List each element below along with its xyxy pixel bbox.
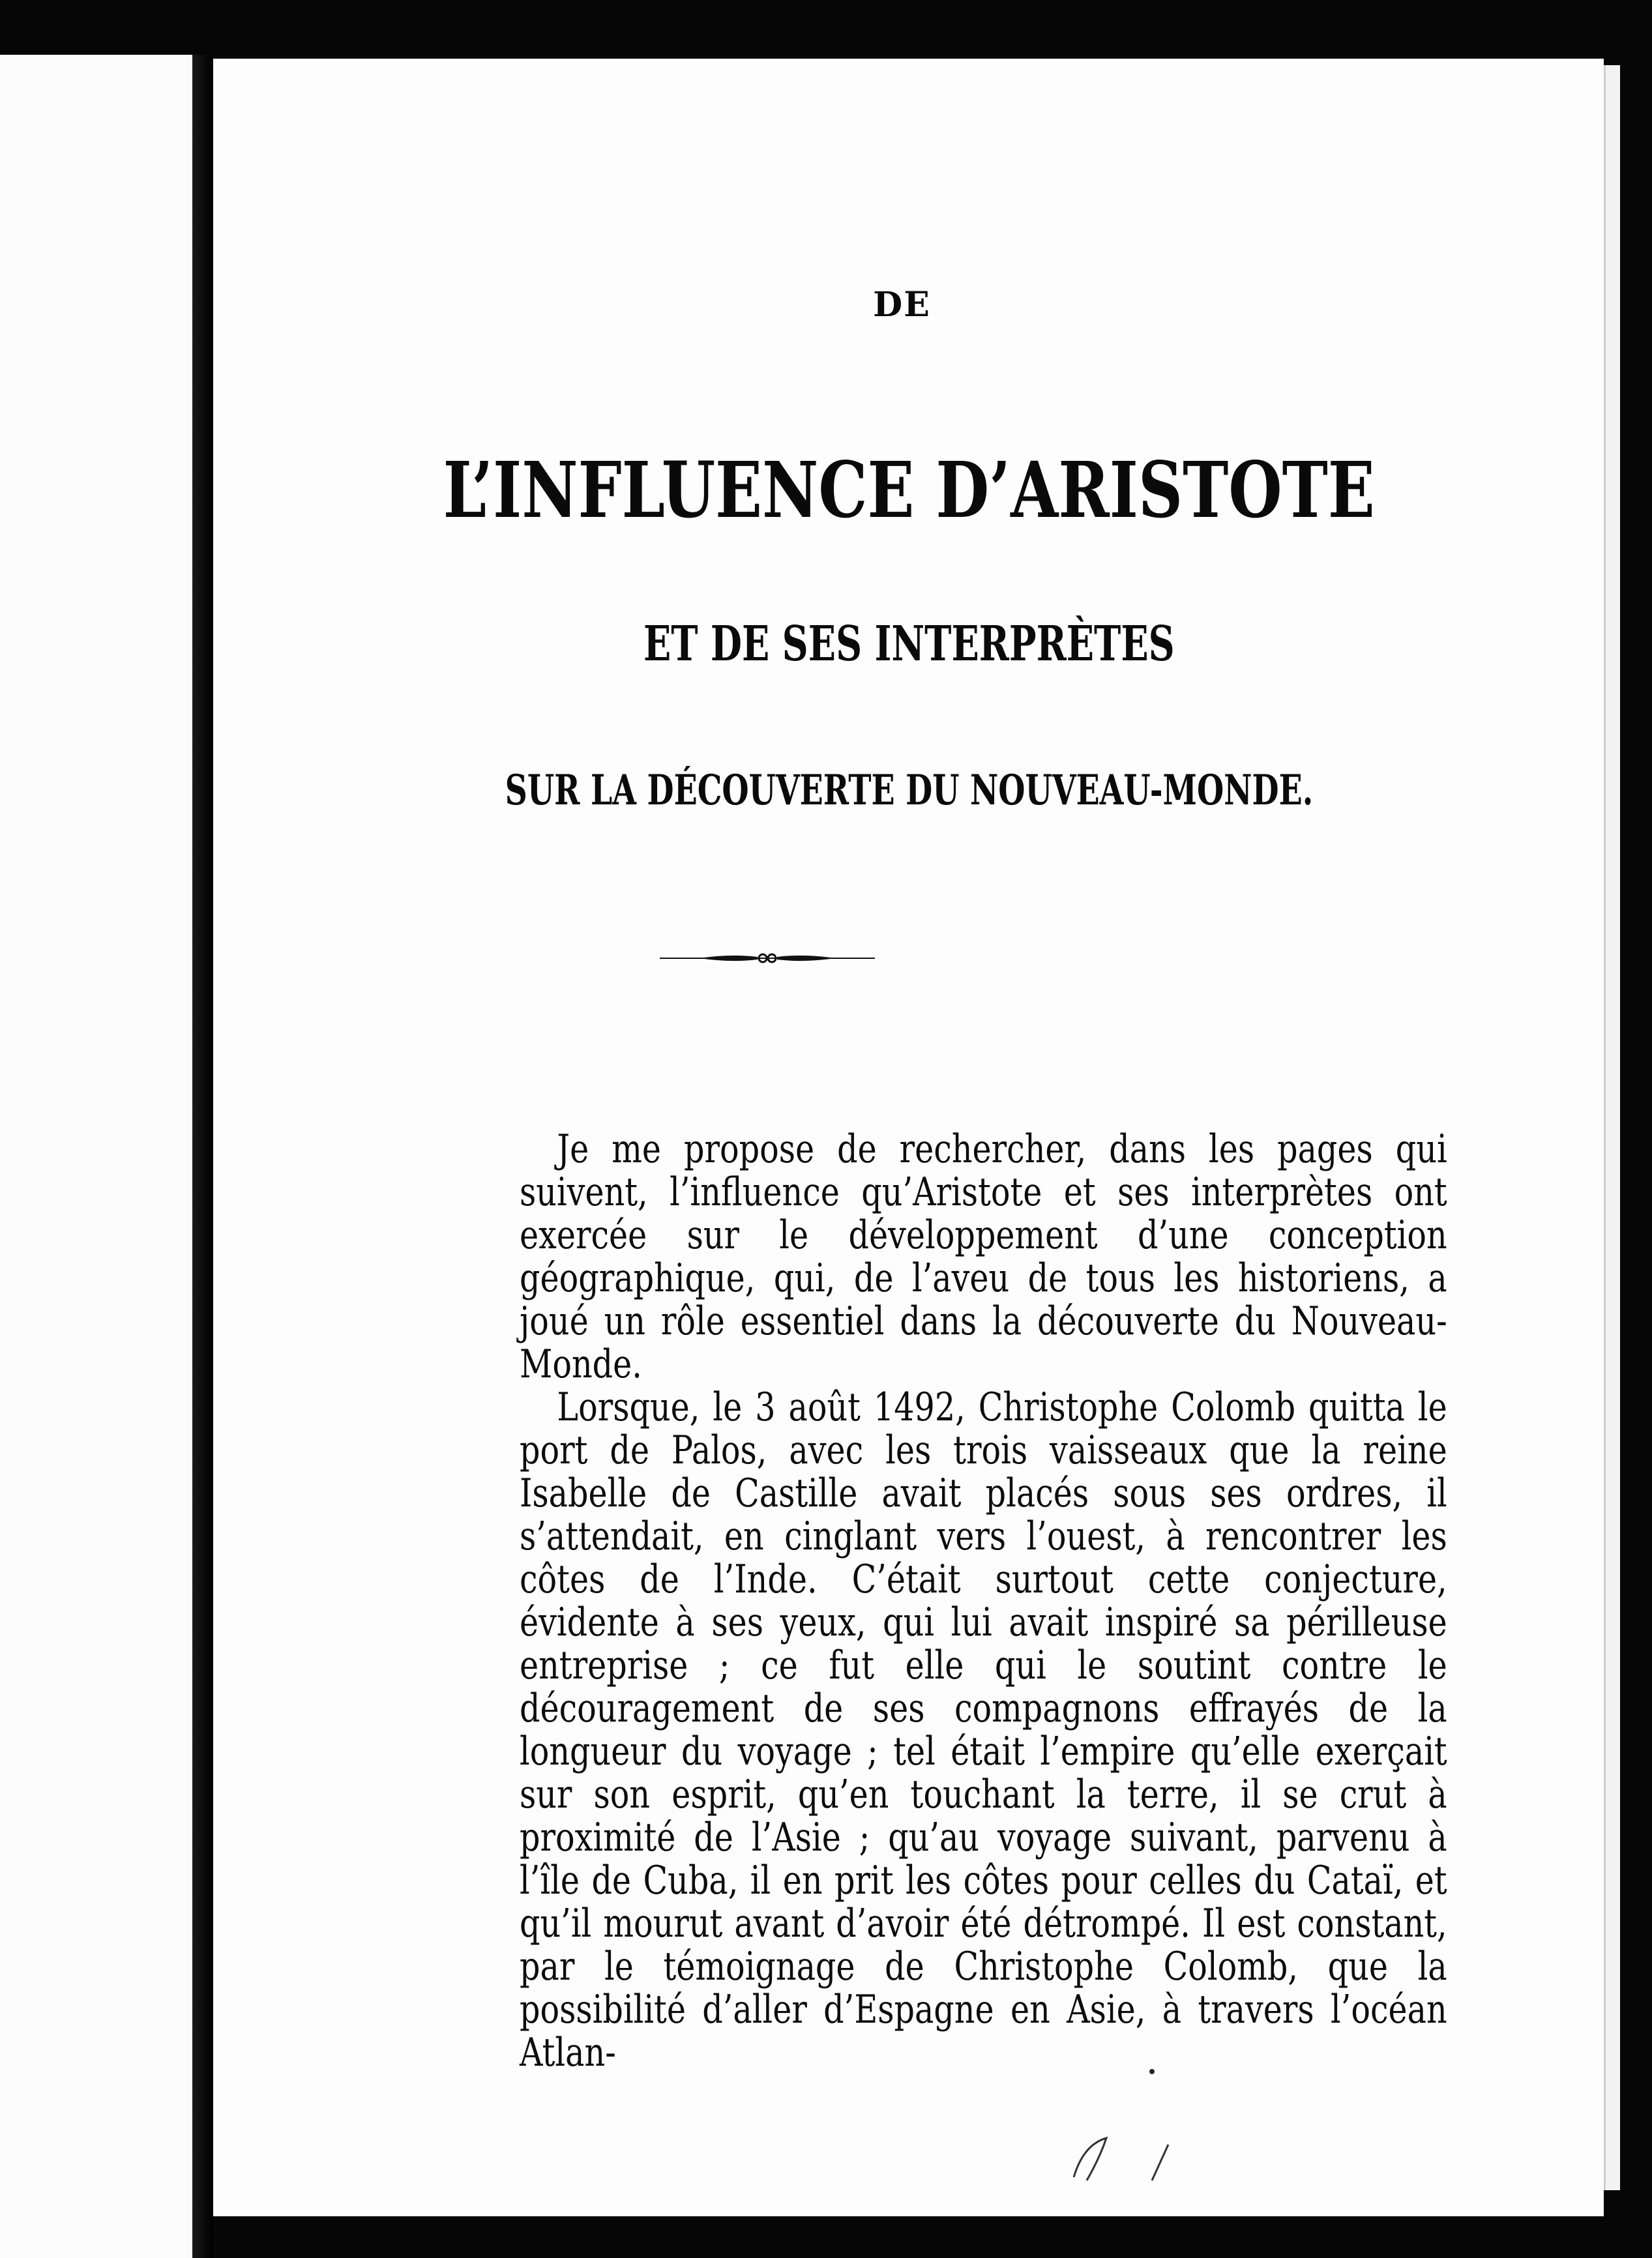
ornamental-rule xyxy=(660,945,875,971)
book-page xyxy=(213,59,1604,2216)
subtitle-line-1: ET DE SES INTERPRÈTES xyxy=(643,616,1175,672)
page-edge-strip xyxy=(1604,65,1620,2190)
page-title: L’INFLUENCE D’ARISTOTE xyxy=(443,445,1375,535)
gutter-shadow xyxy=(192,55,213,2258)
scan-specks xyxy=(1061,2066,1256,2184)
left-page-edge xyxy=(0,55,192,2258)
subtitle-line-2: SUR LA DÉCOUVERTE DU NOUVEAU-MONDE. xyxy=(505,766,1314,815)
paragraph-2: Lorsque, le 3 août 1492, Christophe Colomb quitta le port de Palos, avec les trois vaisseaux que la reine Isabelle de Castille avait placés sous ses ordres, il s’attendait, en cinglant vers l’ouest, à rencontrer les côtes de l’Inde. C’était surtout cette conjecture, évidente à ses yeux, qui lui avait inspiré sa périlleuse entreprise ; ce fut elle qui le soutint contre le découragement de ses compagnons effrayés de la longueur du voyage ; tel était l’empire qu’elle exerçait sur son esprit, qu’en touchant la terre, il se crut à proximité de l’Asie ; qu’au voyage suivant, parvenu à l’île de Cuba, il en prit les côtes pour celles du Cataï, et qu’il mourut avant d’avoir été détrompé. Il est constant, par le témoignage de Christophe Colomb, que la possibilité d’aller d’Espagne en Asie, à travers l’océan Atlan- xyxy=(520,1385,1447,2075)
paragraph-1: Je me propose de rechercher, dans les pages qui suivent, l’influence qu’Aristote et ses interprètes ont exercée sur le développement d’une conception géographique, qui, de l’aveu de tous les historiens, a joué un rôle essentiel dans la découverte du Nouveau-Monde. xyxy=(520,1126,1447,1387)
body-text xyxy=(520,1128,1447,2074)
title-prefix: DE xyxy=(873,285,931,325)
